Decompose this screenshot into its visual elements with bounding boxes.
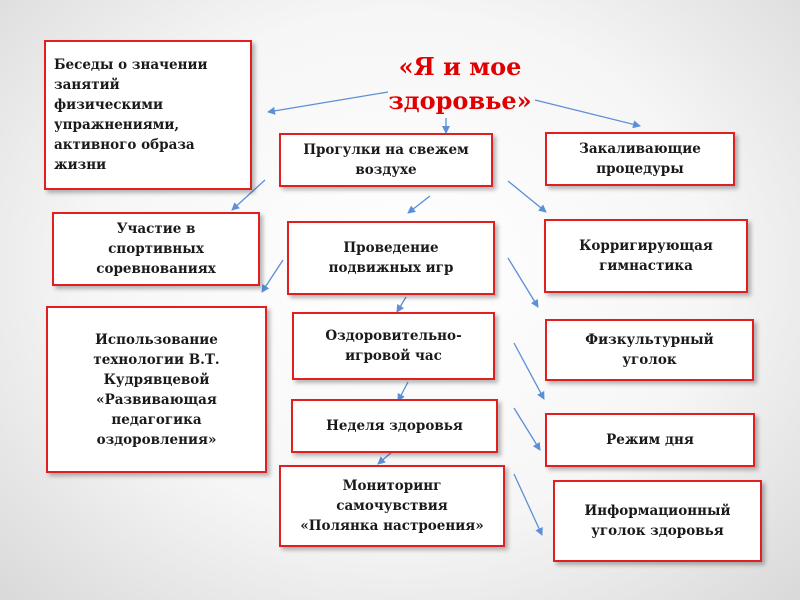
box-sports-corner-text: Физкультурный уголок <box>585 332 714 368</box>
box-info-corner <box>553 480 762 562</box>
box-competitions-text: Участие в спортивных соревнованиях <box>96 221 216 277</box>
box-info-corner-text: Информационный уголок здоровья <box>584 503 731 539</box>
box-hardening <box>545 132 735 186</box>
arrow-to-technology <box>262 260 283 292</box>
arrow-to-hardening <box>535 100 640 126</box>
box-corrective-gym <box>544 219 748 293</box>
arrow-to-outdoor-games <box>408 196 430 213</box>
box-daily-routine <box>545 413 755 467</box>
arrow-to-daily-routine <box>514 343 544 399</box>
arrow-to-sports-corner <box>508 258 538 307</box>
box-walks-text: Прогулки на свежем воздухе <box>303 142 469 178</box>
diagram-title: «Я и мое здоровье» <box>388 52 532 115</box>
box-outdoor-games <box>287 221 495 295</box>
box-walks <box>279 133 493 187</box>
arrow-to-conversations <box>268 92 388 112</box>
arrow-to-info-corner <box>514 408 540 450</box>
box-hardening-text: Закаливающие процедуры <box>579 141 701 177</box>
box-health-hour-text: Оздоровительно- игровой час <box>325 328 462 364</box>
box-sports-corner <box>545 319 754 381</box>
box-monitoring-text: Мониторинг самочувствия «Полянка настроения» <box>300 478 484 534</box>
box-daily-routine-text: Режим дня <box>606 432 694 448</box>
box-competitions <box>52 212 260 286</box>
box-technology <box>46 306 267 473</box>
box-monitoring <box>279 465 505 547</box>
box-health-week-text: Неделя здоровья <box>326 418 463 434</box>
box-conversations <box>44 40 252 190</box>
box-conversations-text: Беседы о значении занятий физическими упражнениями, активного образа жизни <box>54 57 208 173</box>
arrow-to-corrective-gym <box>508 181 546 212</box>
box-outdoor-games-text: Проведение подвижных игр <box>328 240 454 276</box>
box-health-hour <box>292 312 495 380</box>
box-corrective-gym-text: Корригирующая гимнастика <box>579 238 713 274</box>
arrow-to-health-hour <box>397 297 406 312</box>
box-technology-text: Использование технологии В.Т. Кудрявцевой «Развивающая педагогика оздоровления» <box>93 331 220 448</box>
arrow-to-info-corner-2 <box>514 474 542 535</box>
box-health-week <box>291 399 498 453</box>
